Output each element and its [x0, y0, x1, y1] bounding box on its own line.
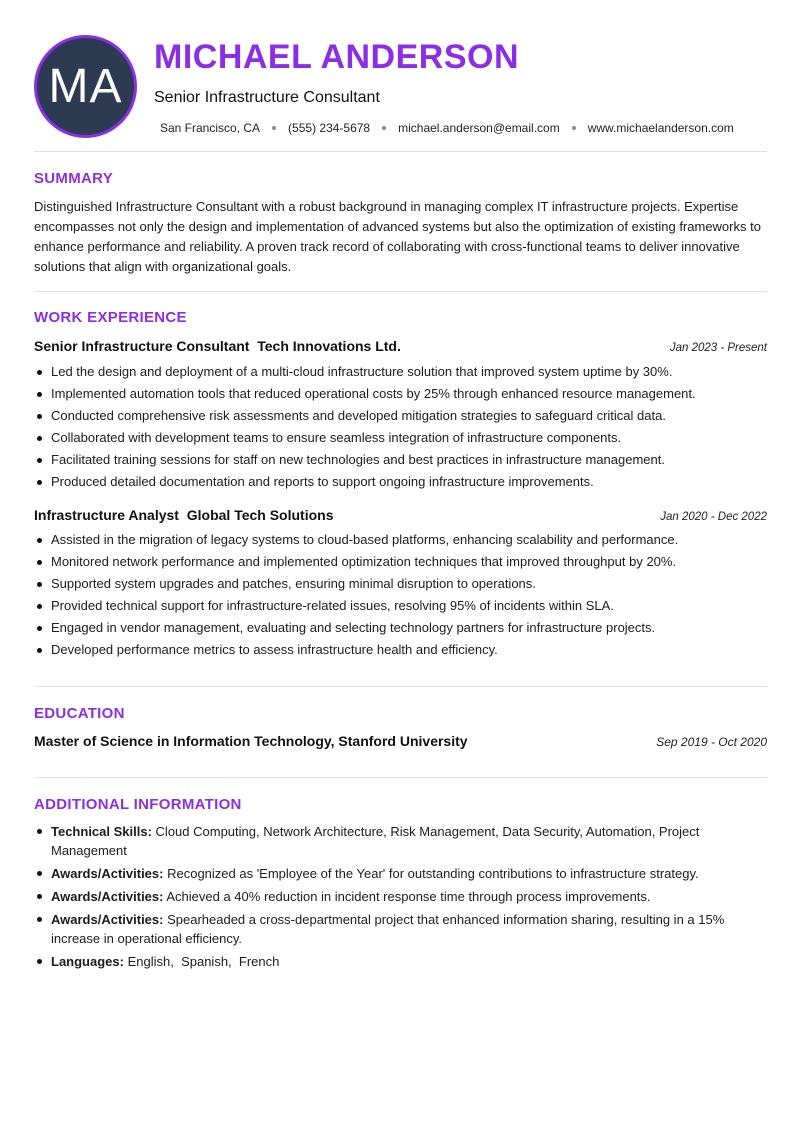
item-text: Achieved a 40% reduction in incident response time through process improvements.	[166, 889, 651, 904]
list-item: Implemented automation tools that reduced operational costs by 25% through enhanced resource management.	[34, 383, 774, 405]
item-text: Cloud Computing, Network Architecture, Risk Management, Data Security, Automation, Project Management	[51, 824, 700, 858]
avatar-initials: MA	[48, 60, 123, 113]
summary-heading: SUMMARY	[34, 170, 114, 187]
experience-heading: WORK EXPERIENCE	[34, 309, 187, 326]
candidate-title: Senior Infrastructure Consultant	[154, 89, 380, 106]
list-item: Facilitated training sessions for staff on new technologies and best practices in infrastructure management.	[34, 449, 774, 471]
additional-list	[34, 822, 754, 975]
job-role: Infrastructure Analyst Global Tech Solutions	[34, 507, 334, 523]
job-bullets	[34, 361, 774, 493]
item-label: Awards/Activities:	[51, 866, 164, 881]
contact-email[interactable]: michael.anderson@email.com	[398, 121, 560, 135]
summary-text: Distinguished Infrastructure Consultant with a robust background in managing complex IT infrastructure projects. Expertise encompasses not only the design and implementation of advanced systems but also the optimization of existing frameworks to enhance performance and reliability. A proven track record of collaborating with cross-functional teams to deliver innovative solutions that align with organizational goals.	[34, 199, 761, 274]
list-item	[34, 864, 754, 883]
list-item: Led the design and deployment of a multi-cloud infrastructure solution that improved system uptime by 30%.	[34, 361, 774, 383]
job-dates: Jan 2020 - Dec 2022	[660, 511, 767, 523]
contact-phone: (555) 234-5678	[288, 121, 371, 135]
contact-location: San Francisco, CA	[160, 121, 261, 135]
list-item	[34, 887, 754, 906]
list-item: Provided technical support for infrastructure-related issues, resolving 95% of incidents within SLA.	[34, 595, 774, 617]
item-text: Spearheaded a cross-departmental project that enhanced information sharing, resulting in a 15% increase in operational efficiency.	[51, 912, 725, 946]
list-item: Conducted comprehensive risk assessments and developed mitigation strategies to safeguard critical data.	[34, 405, 774, 427]
list-item: Supported system upgrades and patches, ensuring minimal disruption to operations.	[34, 573, 774, 595]
resume-header	[0, 0, 800, 152]
list-item: Assisted in the migration of legacy systems to cloud-based platforms, enhancing scalability and performance.	[34, 529, 774, 551]
contact-website[interactable]: www.michaelanderson.com	[587, 121, 734, 135]
education-dates: Sep 2019 - Oct 2020	[656, 735, 767, 749]
list-item	[34, 822, 754, 860]
section-divider	[34, 151, 767, 152]
additional-heading: ADDITIONAL INFORMATION	[34, 796, 242, 813]
list-item: Developed performance metrics to assess infrastructure health and efficiency.	[34, 639, 774, 661]
item-text: Recognized as 'Employee of the Year' for outstanding contributions to infrastructure strategy.	[167, 866, 699, 881]
item-label: Awards/Activities:	[51, 889, 164, 904]
candidate-name: MICHAEL ANDERSON	[154, 38, 520, 76]
list-item	[34, 910, 754, 948]
list-item	[34, 952, 754, 971]
separator-dot	[572, 126, 576, 130]
job-dates: Jan 2023 - Present	[669, 342, 767, 354]
section-divider	[34, 686, 767, 687]
job-header	[34, 338, 767, 354]
separator-dot	[382, 126, 386, 130]
education-entry	[34, 733, 767, 749]
list-item: Monitored network performance and implemented optimization techniques that improved throughput by 20%.	[34, 551, 774, 573]
section-divider	[34, 291, 767, 292]
item-label: Awards/Activities:	[51, 912, 164, 927]
list-item: Produced detailed documentation and reports to support ongoing infrastructure improvements.	[34, 471, 774, 493]
job-bullets	[34, 529, 774, 661]
education-degree: Master of Science in Information Technology, Stanford University	[34, 733, 468, 749]
contact-line	[160, 121, 734, 135]
job-header	[34, 507, 767, 523]
list-item: Engaged in vendor management, evaluating and selecting technology partners for infrastructure projects.	[34, 617, 774, 639]
section-divider	[34, 777, 767, 778]
job-role: Senior Infrastructure Consultant Tech Innovations Ltd.	[34, 338, 401, 354]
item-label: Technical Skills:	[51, 824, 152, 839]
item-label: Languages:	[51, 954, 124, 969]
avatar	[34, 35, 137, 138]
separator-dot	[272, 126, 276, 130]
education-heading: EDUCATION	[34, 705, 125, 722]
list-item: Collaborated with development teams to ensure seamless integration of infrastructure components.	[34, 427, 774, 449]
item-text: English, Spanish, French	[127, 954, 280, 969]
